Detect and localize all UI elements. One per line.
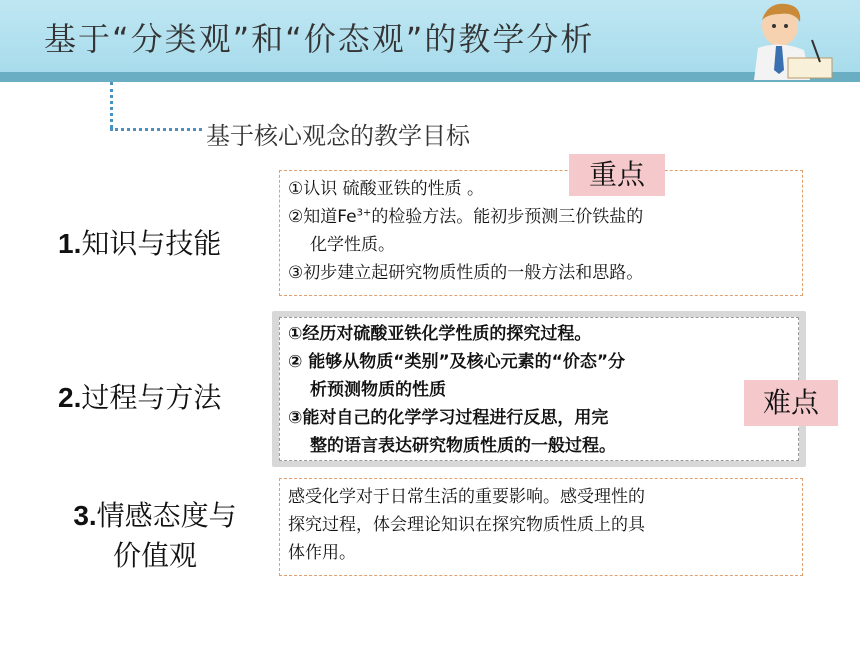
list-item: 析预测物质的性质	[310, 380, 446, 400]
list-item: ③能对自己的化学学习过程进行反思，用完	[288, 408, 609, 428]
list-item: ② 能够从物质“类别”及核心元素的“价态”分	[288, 352, 626, 372]
difficult-point-tag: 难点	[744, 380, 838, 426]
key-point-tag: 重点	[569, 154, 665, 196]
process-box	[279, 317, 799, 461]
section-label-process: 2.过程与方法	[58, 381, 222, 414]
knowledge-box	[279, 170, 803, 296]
connector-vertical	[110, 82, 113, 128]
connector-horizontal	[110, 128, 202, 131]
list-item: 整的语言表达研究物质性质的一般过程。	[310, 436, 616, 456]
page-title: 基于“分类观”和“价态观”的教学分析	[44, 20, 595, 58]
list-item: 化学性质。	[310, 235, 395, 255]
list-item: 探究过程，体会理论知识在探究物质性质上的具	[288, 515, 645, 535]
list-item: ①经历对硫酸亚铁化学性质的探究过程。	[288, 324, 592, 344]
list-item: ②知道$Fe^{3+}$的检验方法。能初步预测三价铁盐的	[288, 207, 644, 227]
list-item: 体作用。	[288, 543, 356, 563]
section-label-attitude: 3.情感态度与 价值观	[73, 499, 237, 572]
list-item: 感受化学对于日常生活的重要影响。感受理性的	[288, 487, 645, 507]
section-subtitle: 基于核心观念的教学目标	[206, 122, 470, 150]
attitude-box	[279, 478, 803, 576]
list-item: ①认识 硫酸亚铁的性质 。	[288, 179, 485, 199]
section-label-knowledge: 1.知识与技能	[58, 227, 222, 260]
teacher-illustration	[728, 0, 848, 80]
list-item: ③初步建立起研究物质性质的一般方法和思路。	[288, 263, 644, 283]
